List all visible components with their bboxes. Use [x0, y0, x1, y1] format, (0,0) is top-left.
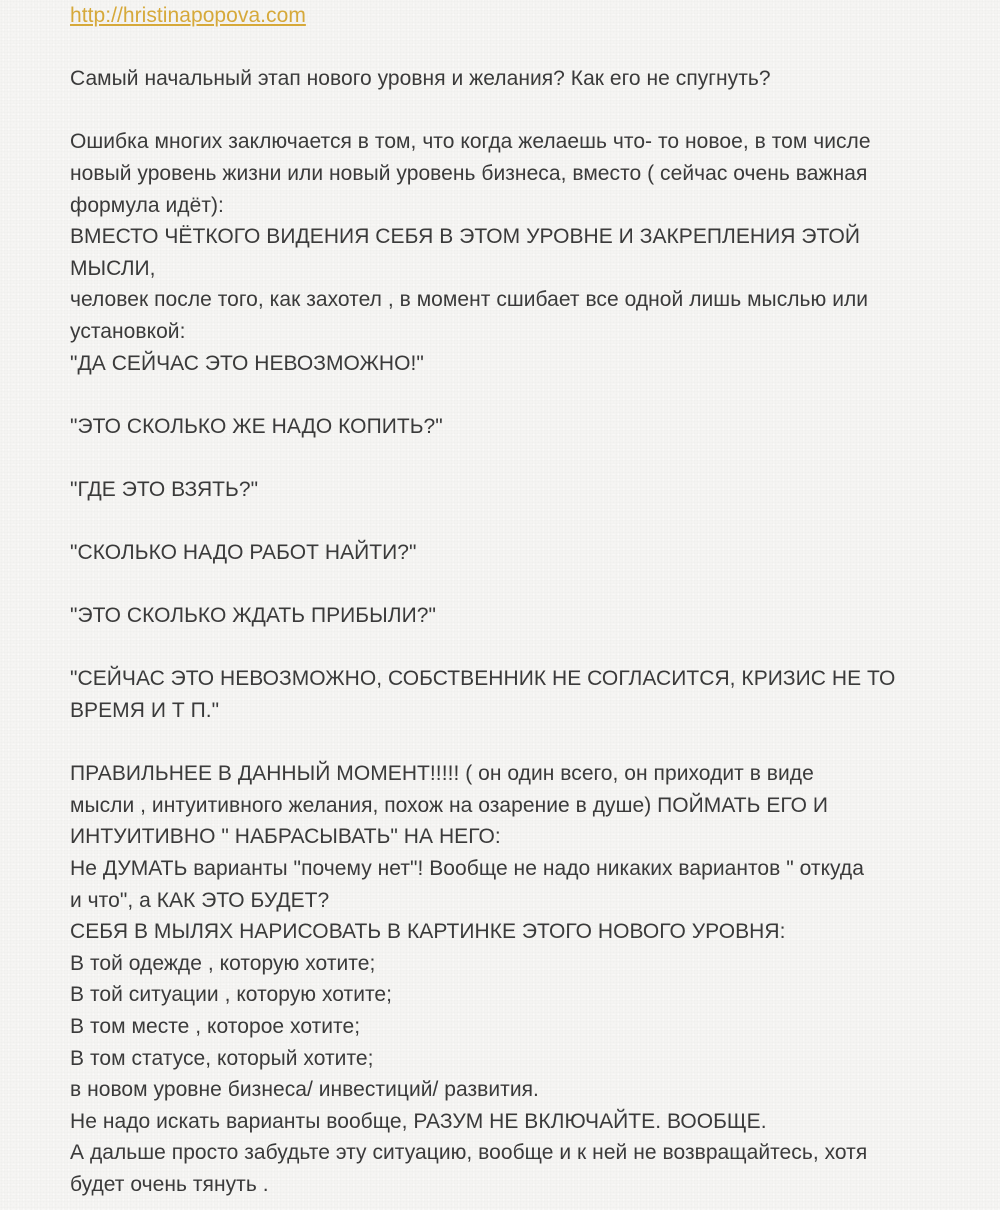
quote-line: "ЭТО СКОЛЬКО ЖДАТЬ ПРИБЫЛИ?"	[70, 604, 436, 628]
paragraph-line: ИНТУИТИВНО " НАБРАСЫВАТЬ" НА НЕГО:	[70, 825, 501, 849]
paragraph-line: МЫСЛИ,	[70, 256, 156, 280]
paragraph-line: человек после того, как захотел , в момент сшибает все одной лишь мыслью или	[70, 288, 869, 312]
quote-line: "СКОЛЬКО НАДО РАБОТ НАЙТИ?"	[70, 541, 417, 565]
quote-line: "ГДЕ ЭТО ВЗЯТЬ?"	[70, 477, 259, 501]
paragraph-line: мысли , интуитивного желания, похож на озарение в душе) ПОЙМАТЬ ЕГО И	[70, 793, 829, 817]
paragraph-line: Самый начальный этап нового уровня и желания? Как его не спугнуть?	[70, 67, 771, 91]
spacer	[70, 442, 950, 474]
spacer	[70, 32, 950, 64]
paragraph-line: новый уровень жизни или новый уровень бизнеса, вместо ( сейчас очень важная	[70, 161, 868, 185]
paragraph-line: Не надо искать варианты вообще, РАЗУМ НЕ ВКЛЮЧАЙТЕ. ВООБЩЕ.	[70, 1109, 767, 1133]
spacer	[70, 569, 950, 601]
list-item: В той ситуации , которую хотите;	[70, 983, 393, 1007]
paragraph-line: и что", а КАК ЭТО БУДЕТ?	[70, 888, 330, 912]
paragraph-line: формула идёт):	[70, 193, 224, 217]
spacer	[70, 379, 950, 411]
spacer	[70, 506, 950, 538]
quote-line: "СЕЙЧАС ЭТО НЕВОЗМОЖНО, СОБСТВЕННИК НЕ СОГЛАСИТСЯ, КРИЗИС НЕ ТО	[70, 667, 896, 691]
spacer	[70, 95, 950, 127]
spacer	[70, 727, 950, 759]
list-item: В том месте , которое хотите;	[70, 1015, 361, 1038]
paragraph-line: Ошибка многих заключается в том, что когда желаешь что- то новое, в том числе	[70, 130, 871, 154]
paragraph-line: СЕБЯ В МЫЛЯХ НАРИСОВАТЬ В КАРТИНКЕ ЭТОГО НОВОГО УРОВНЯ:	[70, 920, 786, 944]
spacer	[70, 632, 950, 664]
list-item: в новом уровне бизнеса/ инвестиций/ развития.	[70, 1078, 539, 1102]
paragraph-line: ПРАВИЛЬНЕЕ В ДАННЫЙ МОМЕНТ!!!!! ( он один всего, он приходит в виде	[70, 762, 814, 786]
list-item: В том статусе, который хотите;	[70, 1046, 374, 1070]
paragraph-line: установкой:	[70, 319, 186, 343]
document-body	[70, 0, 950, 1201]
list-item: В той одежде , которую хотите;	[70, 951, 376, 975]
paragraph-line: будет очень тянуть .	[70, 1172, 269, 1196]
quote-line: "ЭТО СКОЛЬКО ЖЕ НАДО КОПИТЬ?"	[70, 414, 443, 438]
website-link[interactable]: http://hristinapopova.com	[70, 4, 306, 27]
header-line	[70, 0, 950, 32]
quote-line: "ДА СЕЙЧАС ЭТО НЕВОЗМОЖНО!"	[70, 351, 424, 375]
quote-line: ВРЕМЯ И Т П."	[70, 699, 220, 723]
paragraph-line: ВМЕСТО ЧЁТКОГО ВИДЕНИЯ СЕБЯ В ЭТОМ УРОВНЕ И ЗАКРЕПЛЕНИЯ ЭТОЙ	[70, 225, 860, 249]
paragraph-line: Не ДУМАТЬ варианты "почему нет"! Вообще не надо никаких вариантов " откуда	[70, 857, 864, 881]
paragraph-line: А дальше просто забудьте эту ситуацию, вообще и к ней не возвращайтесь, хотя	[70, 1141, 868, 1165]
